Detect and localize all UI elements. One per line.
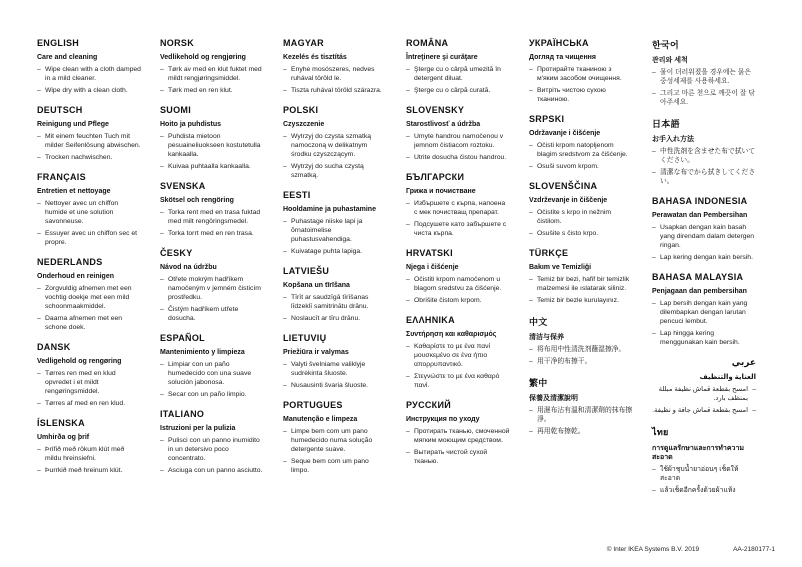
care-subtitle: Czyszczenie [283,121,325,128]
care-instruction-list [652,300,756,348]
care-instruction-item: – Puhastage niiske lapi ja õrnatoimelise puhastusvahendiga. [283,218,387,245]
language-heading: SVENSKA [160,180,206,191]
language-heading: SLOVENSKY [406,105,465,115]
care-instruction-list [160,361,264,400]
care-instruction-item: – Tørres ren med en klud opvredet i et mildt rengøringsmiddel. [37,370,141,397]
care-subtitle: Догляд та чищення [529,54,596,61]
care-instruction-list [160,133,264,172]
language-section [652,38,756,108]
care-instruction-item: – Torka rent med en trasa fuktad med milt rengöringsmedel. [160,209,264,227]
care-subtitle: Kezelés és tisztítás [283,54,347,61]
care-subtitle: Hoito ja puhdistus [160,121,222,128]
language-section [160,248,264,324]
language-heading: 中文 [529,316,548,327]
language-column [652,38,756,505]
language-section [529,181,633,239]
care-instruction-item: – Utrite dosucha čistou handrou. [406,154,510,163]
language-section [37,418,141,476]
care-instruction-item: – 물이 더러워졌을 경우에는 묽은 중성세제를 사용하세요. [652,69,756,87]
care-subtitle: Mantenimiento y limpieza [160,348,245,356]
care-instruction-list [160,209,264,239]
care-subtitle: 清洁与保养 [529,333,564,341]
language-section [37,342,141,409]
language-section [283,38,387,96]
care-instruction-list [529,142,633,172]
language-column [160,38,264,505]
language-heading: 日本語 [652,118,680,129]
care-instruction-list [160,66,264,96]
care-instruction-item: – Wytrzyj do sucha czystą szmatką. [283,163,387,181]
care-instruction-item: – Tørk av med en klut fuktet med mildt rengjøringsmiddel. [160,66,264,84]
care-instruction-item: – Očistiti krpom namočenom u blagom sredstvu za čišćenje. [406,276,510,294]
care-instruction-item: – Kuivatage puhta lapiga. [283,248,387,257]
care-subtitle: Συντήρηση και καθαρισμός [406,330,497,338]
care-instruction-item: – Enyhe mosószeres, nedves ruhával töröld le. [283,66,387,84]
care-instruction-item: – 用干净的布擦干。 [529,358,633,367]
care-instruction-item: – Osuši suvom krpom. [529,163,633,172]
care-instruction-item: – Tørres af med en ren klud. [37,400,141,409]
care-instruction-list [160,276,264,324]
language-heading: 繁中 [529,378,548,388]
care-instruction-list [37,285,141,333]
language-section [652,117,756,187]
language-heading: ČESKY [160,247,193,258]
care-instruction-item: – Şterge cu o cârpă umezită în detergent diluat. [406,66,510,84]
care-instruction-list [529,209,633,239]
care-instruction-list [37,66,141,96]
language-heading: ESPAÑOL [160,332,205,343]
care-instruction-item: – Pulisci con un panno inumidito in un detersivo poco concentrato. [160,437,264,464]
care-instruction-item: – Στεγνώστε το με ένα καθαρό πανί. [406,373,510,391]
language-section [37,257,141,333]
care-instruction-item: – Seque bem com um pano limpo. [283,458,387,476]
care-instruction-item: – Lap bersih dengan kain yang dilembapkan dengan larutan pencuci lembut. [652,300,756,327]
care-subtitle: Skötsel och rengöring [160,196,234,204]
language-section [652,272,756,348]
care-subtitle: Reinigung und Pflege [37,121,109,128]
language-column [529,38,633,505]
care-instruction-list [283,218,387,257]
care-instruction-item: – Limpiar con un paño humedecido con una suave solución jabonosa. [160,361,264,388]
care-instruction-item: – Витріть чистою сухою тканиною. [529,87,633,105]
care-instruction-item: – Secar con un paño limpio. [160,391,264,400]
language-section [529,376,633,437]
language-heading: ไทย [652,426,669,437]
language-section [652,357,756,416]
care-instruction-item: – 中性洗剤を含ませた布で拭いてください。 [652,148,756,166]
language-heading: ÍSLENSKA [37,417,85,428]
care-instruction-item: – Usapkan dengan kain basah yang direndam dalam detergen ringan. [652,224,756,251]
care-instruction-item: – Wytrzyj do czysta szmatką namoczoną w delikatnym środku czyszczącym. [283,133,387,160]
language-section [160,105,264,172]
language-column [283,38,387,505]
language-section [406,172,510,239]
care-instruction-item: – Kuivaa puhtaalla kankaalla. [160,163,264,172]
care-instruction-list [529,66,633,105]
language-heading: LATVIEŠU [283,265,330,276]
care-subtitle: Vedligehold og rengøring [37,357,122,365]
language-heading: PORTUGUES [283,399,343,410]
language-section [529,248,633,306]
language-section [652,196,756,263]
care-instruction-item: – Протирать тканью, смоченной мягким моющим средством. [406,428,510,446]
care-instruction-list [406,428,510,467]
care-instruction-item: – Umyte handrou namočenou v jemnom čistiacom roztoku. [406,133,510,151]
language-section [406,38,510,96]
language-heading: SUOMI [160,105,192,115]
care-subtitle: Bakım ve Temizliği [529,263,592,271]
language-section [283,190,387,257]
care-instruction-item: – امسح بقطعة قماش جافة و نظيفة. [652,407,756,416]
language-heading: NEDERLANDS [37,256,103,267]
language-section [652,425,756,496]
care-instruction-list [37,446,141,476]
care-instruction-list [283,361,387,391]
care-instruction-item: – 清潔な布でから拭きしてください。 [652,169,756,187]
language-section [529,114,633,172]
document-number: AA-2180177-1 [733,546,775,553]
care-instruction-item: – Asciuga con un panno asciutto. [160,467,264,476]
language-heading: TÜRKÇE [529,247,569,258]
language-column [406,38,510,505]
care-instruction-list [406,276,510,306]
care-subtitle: Njega i čišćenje [406,263,459,271]
care-subtitle: Penjagaan dan pembersihan [652,287,747,295]
care-instruction-item: – Nettoyer avec un chiffon humide et une solution savonneuse. [37,200,141,227]
care-subtitle: การดูแลรักษาและการทำความสะอาด [652,444,745,461]
language-heading: УКРАЇНСЬКА [529,38,589,48]
language-section [283,266,387,324]
care-instruction-item: – Obrišite čistom krpom. [406,297,510,306]
language-section [529,38,633,105]
care-instruction-item: – Otřete mokrým hadříkem namočeným v jemném čisticím prostředku. [160,276,264,303]
language-section [283,333,387,391]
care-instruction-item: – Wipe dry with a clean cloth. [37,87,141,96]
language-heading: BAHASA INDONESIA [652,195,748,206]
care-subtitle: Manutenção e limpeza [283,415,358,423]
language-column [37,38,141,505]
care-instruction-list [529,346,633,367]
language-heading: 한국어 [652,40,679,50]
care-instruction-list [37,200,141,248]
care-instruction-item: – Þrífið með rökum klút með mildu hreinsiefni. [37,446,141,464]
language-section [529,315,633,367]
care-instruction-item: – 将布用中性清洗剂蘸湿擦净。 [529,346,633,355]
care-instruction-list [37,370,141,409]
care-instruction-item: – Mit einem feuchten Tuch mit milder Seifenlösung abwischen. [37,133,141,151]
care-instruction-item: – Daarna afnemen met een schone doek. [37,315,141,333]
care-instruction-item: – Osušite s čisto krpo. [529,230,633,239]
care-instruction-item: – 用濕布沾有溫和清潔劑的抹布擦淨。 [529,407,633,425]
care-instruction-list [529,276,633,306]
care-instruction-list [283,133,387,181]
care-instruction-item: – Limpe bem com um pano humedecido numa solução detergente suave. [283,428,387,455]
care-subtitle: Istruzioni per la pulizia [160,424,236,432]
language-section [37,38,141,96]
care-instruction-item: – Nusausinti švaria šluoste. [283,382,387,391]
language-heading: BAHASA MALAYSIA [652,271,744,282]
care-instruction-item: – Torka torrt med en ren trasa. [160,230,264,239]
care-instruction-item: – Lap kering dengan kain bersih. [652,254,756,263]
care-instruction-item: – Trocken nachwischen. [37,154,141,163]
care-instruction-item: – Noslaucīt ar tīru drānu. [283,315,387,324]
care-instruction-item: – Tīrīt ar saudzīgā tīrīšanas līdzeklī samitrinātu drānu. [283,294,387,312]
care-instruction-list [652,69,756,108]
care-instruction-list [652,386,756,416]
language-section [160,409,264,476]
language-heading: ITALIANO [160,408,205,419]
language-heading: ROMÂNA [406,38,449,48]
care-subtitle: お手入れ方法 [652,135,694,143]
care-subtitle: Priežiūra ir valymas [283,348,349,356]
care-instruction-item: – Вытирать чистой сухой тканью. [406,449,510,467]
care-instruction-list [529,407,633,437]
language-section [406,248,510,306]
care-instruction-list [406,133,510,163]
language-section [406,315,510,391]
language-heading: LIETUVIŲ [283,332,327,343]
care-instruction-item: – Očistite s krpo in nežnim čistilom. [529,209,633,227]
copyright-text: © Inter IKEA Systems B.V. 2019 [606,546,700,553]
care-instruction-item: – Valyti švelniame valiklyje sudrėkinta šluoste. [283,361,387,379]
care-instruction-list [652,148,756,187]
care-subtitle: Hooldamine ja puhastamine [283,205,376,213]
language-heading: POLSKI [283,105,319,115]
language-section [406,400,510,467]
language-section [406,105,510,163]
care-instruction-list [406,66,510,96]
language-section [160,38,264,96]
care-instruction-item: – Zorgvuldig afnemen met een vochtig doekje met een mild schoonmaakmiddel. [37,285,141,312]
care-subtitle: Care and cleaning [37,54,98,61]
language-heading: ENGLISH [37,38,80,48]
care-instruction-list [283,294,387,324]
care-instruction-list [406,200,510,239]
care-subtitle: Onderhoud en reinigen [37,272,115,280]
care-subtitle: Întreţinere şi curăţare [406,54,478,61]
language-heading: SRPSKI [529,113,565,124]
language-heading: عربي [731,356,756,367]
care-instruction-list [37,133,141,163]
language-section [160,181,264,239]
language-section [160,333,264,400]
language-heading: EESTI [283,189,311,200]
care-instruction-item: – Подсушете като забършете с чиста кърпа. [406,221,510,239]
care-instruction-item: – Temiz bir bezi, hafif bir temizlik malzemesi ile ıslatarak siliniz. [529,276,633,294]
care-subtitle: Инструкция по уходу [406,415,480,423]
care-subtitle: Грижа и почистване [406,188,476,195]
care-instruction-item: – Tørk med en ren klut. [160,87,264,96]
language-heading: SLOVENŠČINA [529,180,598,191]
care-instruction-item: – Wipe clean with a cloth damped in a mild cleaner. [37,66,141,84]
language-heading: ΕΛΛΗΝΙΚΑ [406,314,455,325]
language-heading: DANSK [37,341,71,352]
care-instruction-item: – 그리고 마른 천으로 깨끗이 잘 닦아주세요. [652,90,756,108]
care-instruction-list [160,437,264,476]
care-instruction-item: – Essuyer avec un chiffon sec et propre. [37,230,141,248]
care-instruction-item: – Протирайте тканиною з м'яким засобом очищення. [529,66,633,84]
care-instruction-item: – 再用乾布擦乾。 [529,428,633,437]
care-subtitle: 관리와 세척 [652,57,688,64]
care-instruction-list [283,428,387,476]
language-heading: РУССКИЙ [406,399,452,410]
language-section [283,400,387,476]
language-section [37,105,141,163]
care-instruction-item: – Şterge cu o cârpă curată. [406,87,510,96]
care-subtitle: العناية والتنظيف [699,373,756,381]
language-heading: DEUTSCH [37,105,83,115]
care-subtitle: Kopšana un tīrīšana [283,281,350,289]
care-subtitle: Vzdrževanje in čiščenje [529,196,608,204]
care-subtitle: Perawatan dan Pembersihan [652,211,748,219]
language-section [37,172,141,248]
care-subtitle: Návod na údržbu [160,263,217,271]
care-instruction-list [652,224,756,263]
care-instruction-item: – Očisti krpom natopljenom blagim sredstvom za čišćenje. [529,142,633,160]
document-footer [607,546,775,553]
care-instruction-item: – Избършете с кърпа, напоена с мек почистващ препарат. [406,200,510,218]
care-instruction-list [406,343,510,391]
language-columns [37,38,774,505]
care-instruction-item: – Temiz bir bezle kurulayınız. [529,297,633,306]
language-heading: NORSK [160,38,195,48]
care-subtitle: Vedlikehold og rengjøring [160,54,246,61]
care-subtitle: Umhirða og þrif [37,433,90,441]
care-subtitle: Entretien et nettoyage [37,188,111,195]
care-subtitle: 保養及清潔說明 [529,395,578,402]
care-instruction-list [652,466,756,496]
care-instruction-item: – Tiszta ruhával töröld szárazra. [283,87,387,96]
care-subtitle: Starostlivosť a údržba [406,121,481,128]
care-instruction-item: – ใช้ผ้าชุบน้ำยาอ่อนๆ เช็ดให้สะอาด [652,466,756,484]
care-instruction-item: – Þurrkið með hreinum klút. [37,467,141,476]
language-heading: HRVATSKI [406,247,453,258]
care-instruction-item: – แล้วเช็ดอีกครั้งด้วยผ้าแห้ง [652,487,756,496]
language-heading: БЪЛГАРСКИ [406,172,465,182]
care-instruction-item: – Puhdista mietoon pesuaineliuokseen kostutetulla kankaalla. [160,133,264,160]
care-instruction-item: – امسح بقطعة قماش نظيفة مبللة بمنظف بارد. [652,386,756,404]
care-instruction-item: – Καθαρίστε το με ένα πανί μουσκεμένο σε ένα ήπιο απορρυπαντικό. [406,343,510,370]
language-section [283,105,387,181]
care-subtitle: Održavanje i čišćenje [529,129,601,137]
care-instruction-item: – Lap hingga kering menggunakan kain bersih. [652,330,756,348]
language-heading: MAGYAR [283,38,324,48]
language-heading: FRANÇAIS [37,172,86,182]
care-instruction-list [283,66,387,96]
care-instruction-item: – Čistým hadříkem utřete dosucha. [160,306,264,324]
